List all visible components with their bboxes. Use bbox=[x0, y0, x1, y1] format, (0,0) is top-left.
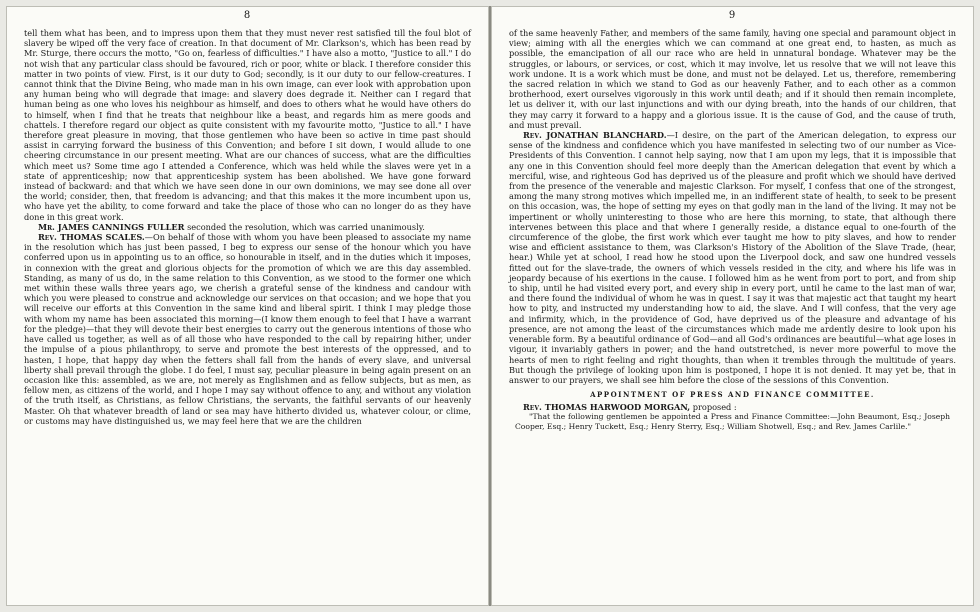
page-body bbox=[509, 28, 956, 431]
paragraph bbox=[509, 402, 956, 412]
paragraph-text: —On behalf of those with whom you have been pleased to associate my name in the resolution which has just been passed, I beg to express our sense of the honour which you have conferred upon us in appointing us to an office, so honourable in itself, and in the duties which it imposes, in connexion with the great and glorious objects for the promotion of which we are this day assembled. Standing, as many of us do, in the same relation to this Convention, as we stood to the former one which met within these walls three years ago, we cherish a grateful sense of the kindness and candour with which you were pleased to construe and acknowledge our services on that occasion; and we hope that you will receive our efforts at this Convention in the same kind and liberal spirit. I think I may pledge those with whom my name has been associated this morning—(I know them enough to feel that I have a warrant for the pledge)—that they will devote their best energies to carry out the generous intentions of those who have called us together, as well as of all those who have responded to the call by repairing hither, under the impulse of a pious philanthropy, to serve and promote the best interests of the oppressed, and to hasten, I hope, that happy day when the fetters shall fall from the hands of every slave, and universal liberty shall prevail through the globe. I do feel, I must say, peculiar pleasure in being again present on an occasion like this: assembled, as we are, not merely as Englishmen and as fellow subjects, but as men, as fellow men, as citizens of the world, and I hope I may say without offence to any, and without any violation of the truth itself, as Christians, as fellow Christians, the servants, the faithful servants of our heavenly Master. Oh that whatever breadth of land or sea may have hitherto divided us, whatever colour, or clime, or customs may have distinguished us, we may feel here that we are the children bbox=[24, 232, 472, 426]
paragraph-text: seconded the resolution, which was carried unanimously. bbox=[184, 221, 425, 232]
page-right bbox=[491, 6, 974, 606]
paragraph-text: —I desire, on the part of the American delegation, to express our sense of the kindness and confidence which you have manifested in selecting two of our number as Vice-Presidents of this Convention. I cannot help saying, now that I am upon my legs, that it is impossible that any one in this Convention should feel more deeply than the American delegation that event by which a merciful, wise, and righteous God has deprived us of the pleasure and profit which we should have derived from the presence of the venerable and majestic Clarkson. For myself, I confess that one of the strongest, among the many strong motives which impelled me, in an indifferent state of health, to seek to be present on this occasion, was, the hope of setting my eyes on that godly man in the land of the living. It may not be impertinent or wholly uninteresting to those who are here this morning, to state, that although there intervenes between this place and that where I generally reside, a distance equal to one-fourth of the circumference of the globe, the first work which ever taught me how to pity slaves, and how to render wise and efficient assistance to them, was Clarkson's History of the Abolition of the Slave Trade, (hear, hear.) While yet at school, I read how he stood upon the Liverpool dock, and saw one hundred vessels fitted out for the slave-trade, the owners of which vessels resided in the city, and where his life was in jeopardy because of his exertions in the cause. I followed him as he went from port to port, and from ship to ship, until he had visited every port, and every ship in every port, until he came to the last man of war, and there found the individual of whom he was in quest. I say it was that majestic act that taught my heart how to pity, and instructed my understanding how to aid, the slave. And I will confess, that the very age and infirmity, which, in the providence of God, have deprived us of the pleasure and advantage of his presence, are not among the least of the circumstances which made me ardently desire to look upon his venerable form. By a beautiful ordinance of God—and all God's ordinances are beautiful—what age loses in vigour, it invariably gathers in power; and the hand outstretched, is never more powerful to move the hearts of men to right feeling and right thoughts, than when it trembles through the multitude of years. But though the privilege of looking upon him is postponed, I hope it is not denied. It may yet be, that in answer to our prayers, we shall see him before the close of the sessions of this Convention. bbox=[509, 130, 956, 385]
page-number: 9 bbox=[728, 10, 737, 21]
paragraph bbox=[509, 28, 956, 130]
paragraph-text: of the same heavenly Father, and members of the same family, having one special and paramount object in view; aiming with all the energies which we can command at one great end, to hasten, as much as possible, the emancipation of all our race who are held in unnatural bondage. Whatever may be the struggles, or labours, or services, or cost, which it may involve, let us resolve that we will not leave this work undone. It is a work which must be done, and must not be delayed. Let us, therefore, remembering the sacred relation in which we stand to God as our heavenly Father, and to each other as a common brotherhood, exert ourselves vigorously in this work until death; and if it should then remain incomplete, let us deliver it, with our last injunctions and with our dying breath, into the hands of our children, that they may carry it forward to a happy and a glorious issue. It is the cause of God, and the cause of truth, and must prevail. bbox=[509, 28, 956, 130]
section-heading: APPOINTMENT OF PRESS AND FINANCE COMMITTEE. bbox=[590, 390, 875, 400]
paragraph bbox=[509, 130, 956, 385]
paragraph-text: tell them what has been, and to impress upon them that they must never rest satisfied till the foul blot of slavery be wiped off the very face of creation. In that document of Mr. Clarkson's, which has been read by Mr. Sturge, there occurs the motto, "Go on, fearless of difficulties." I have also a motto, "Justice to all." I do not wish that any particular class should be favoured, rich or poor, white or black. I therefore consider this matter in two points of view. First, is it our duty to God; secondly, is it our duty to our fellow-creatures. I cannot think that the Divine Being, who made man in his own image, can ever look with approbation upon any human being who will degrade that image: and slavery does degrade it. Neither can I regard that human being as one who loves his neighbour as himself, and does to others what he would have others do to himself, when I find that he treats that neighbour like a beast, and regards him as mere goods and chattels. I therefore regard our object as quite consistent with my favourite motto, "Justice to all." I have therefore great pleasure in moving, that those gentlemen who have been so active in time past should assist in carrying forward the business of this Convention; and before I sit down, I would allude to one cheering circumstance in our present meeting. What are our chances of success, what are the difficulties which meet us? Some time ago I attended a Conference, which was held while the slaves were yet in a state of apprenticeship; now that apprenticeship system has been abolished. We have gone forward instead of backward: and that which we have seen done in our own dominions, we may see done all over the world; consider, then, that freedom is advancing; and that this makes it the more incumbent upon us, who have yet the ability, to come forward and take the place of those who can no longer do as they have done in this great work. bbox=[24, 28, 471, 222]
paragraph bbox=[24, 222, 471, 232]
page-left bbox=[6, 6, 491, 606]
speaker-name: Rev. THOMAS SCALES. bbox=[38, 232, 145, 243]
book-spread bbox=[6, 6, 974, 606]
page-number: 8 bbox=[243, 10, 252, 21]
speaker-name: Rev. JONATHAN BLANCHARD. bbox=[523, 130, 667, 141]
paragraph-text: proposed : bbox=[690, 402, 737, 413]
resolution-quote: "That the following gentlemen be appointed a Press and Finance Committee:—John Beaumont, Esq.; Joseph Cooper, Esq.; Henry Tuckett, Esq.; Henry Sterry, Esq.; William Shotwell, Esq.; and Rev. James Carlile." bbox=[515, 412, 950, 431]
speaker-name: Rev. THOMAS HARWOOD MORGAN, bbox=[523, 402, 691, 413]
page-body bbox=[24, 28, 471, 426]
speaker-name: Mr. JAMES CANNINGS FULLER bbox=[38, 221, 185, 232]
paragraph bbox=[24, 232, 471, 426]
paragraph bbox=[24, 28, 471, 222]
